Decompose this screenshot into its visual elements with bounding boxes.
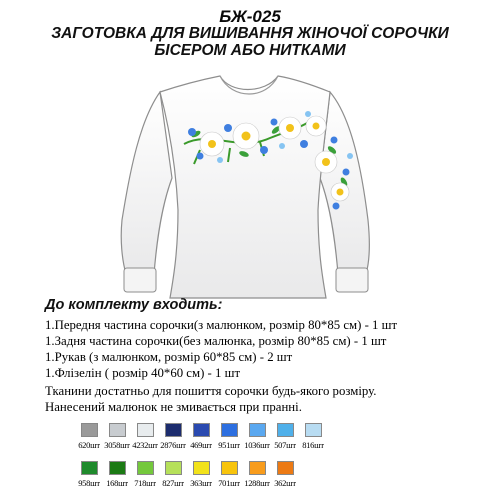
swatch-count: 4232шт <box>132 440 158 450</box>
bead-color-swatch <box>187 423 215 450</box>
swatch-count: 701шт <box>218 478 240 488</box>
bead-color-swatch <box>187 461 215 488</box>
title-line-2: БІСЕРОМ АБО НИТКАМИ <box>154 42 346 59</box>
bead-color-swatch <box>75 423 103 450</box>
swatch-color <box>109 423 126 437</box>
swatch-color <box>137 461 154 475</box>
swatch-count: 827шт <box>162 478 184 488</box>
swatch-color <box>109 461 126 475</box>
swatch-count: 507шт <box>274 440 296 450</box>
swatch-color <box>221 423 238 437</box>
product-code: БЖ-025 <box>219 7 281 26</box>
swatch-color <box>221 461 238 475</box>
swatch-count: 958шт <box>78 478 100 488</box>
kit-heading: До комплекту входить: <box>45 297 223 313</box>
bead-color-swatch <box>103 423 131 450</box>
shirt-illustration <box>100 60 400 300</box>
bead-color-swatch <box>159 461 187 488</box>
bead-color-swatch <box>243 423 271 450</box>
bead-palette-row-1 <box>75 423 327 450</box>
swatch-count: 718шт <box>134 478 156 488</box>
swatch-color <box>193 423 210 437</box>
swatch-color <box>193 461 210 475</box>
bead-color-swatch <box>299 423 327 450</box>
swatch-count: 951шт <box>218 440 240 450</box>
swatch-color <box>277 423 294 437</box>
swatch-count: 620шт <box>78 440 100 450</box>
bead-color-swatch <box>215 461 243 488</box>
bead-color-swatch <box>103 461 131 488</box>
title-line-1: ЗАГОТОВКА ДЛЯ ВИШИВАННЯ ЖІНОЧОЇ СОРОЧКИ <box>51 25 449 42</box>
swatch-color <box>305 423 322 437</box>
bead-palette-row-2 <box>75 461 299 488</box>
swatch-count: 362шт <box>274 478 296 488</box>
swatch-count: 1036шт <box>244 440 270 450</box>
swatch-color <box>165 461 182 475</box>
swatch-color <box>165 423 182 437</box>
swatch-count: 1288шт <box>244 478 270 488</box>
kit-item: 1.Флізелін ( розмір 40*60 см) - 1 шт <box>45 366 241 380</box>
bead-color-swatch <box>243 461 271 488</box>
swatch-count: 168шт <box>106 478 128 488</box>
swatch-color <box>81 423 98 437</box>
swatch-count: 2876шт <box>160 440 186 450</box>
swatch-count: 469шт <box>190 440 212 450</box>
bead-color-swatch <box>215 423 243 450</box>
swatch-count: 816шт <box>302 440 324 450</box>
kit-note: Нанесений малюнок не змивається при пранні. <box>45 400 302 414</box>
bead-color-swatch <box>159 423 187 450</box>
bead-color-swatch <box>271 423 299 450</box>
bead-color-swatch <box>75 461 103 488</box>
swatch-color <box>277 461 294 475</box>
bead-color-swatch <box>271 461 299 488</box>
swatch-color <box>81 461 98 475</box>
kit-item: 1.Задня частина сорочки(без малюнка, розмір 80*85 см) - 1 шт <box>45 334 387 348</box>
bead-color-swatch <box>131 461 159 488</box>
kit-note: Тканини достатньо для пошиття сорочки будь-якого розміру. <box>45 384 377 398</box>
swatch-color <box>137 423 154 437</box>
swatch-count: 363шт <box>190 478 212 488</box>
swatch-color <box>249 423 266 437</box>
kit-item: 1.Рукав (з малюнком, розмір 60*85 см) - 2 шт <box>45 350 293 364</box>
kit-item: 1.Передня частина сорочки(з малюнком, розмір 80*85 см) - 1 шт <box>45 318 398 332</box>
swatch-color <box>249 461 266 475</box>
swatch-count: 3058шт <box>104 440 130 450</box>
bead-color-swatch <box>131 423 159 450</box>
